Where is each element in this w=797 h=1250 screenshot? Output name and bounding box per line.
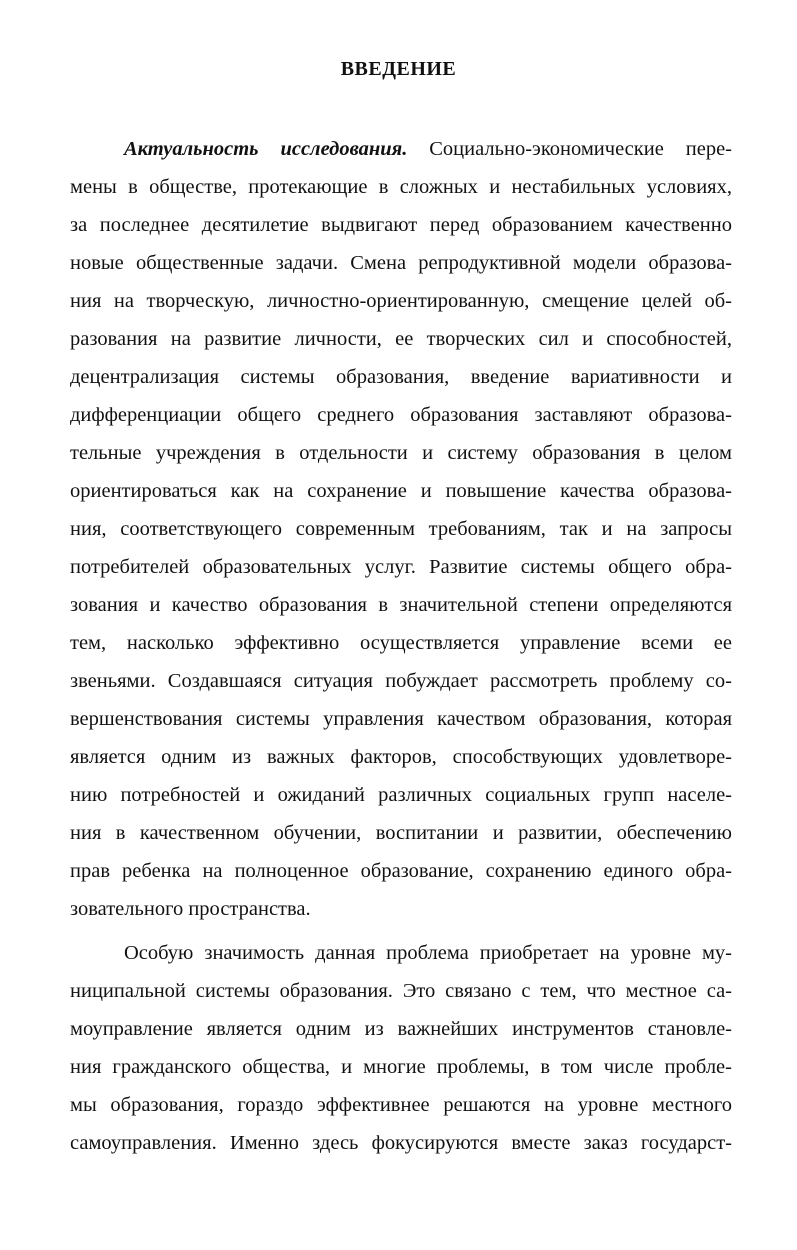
paragraph-line: ния гражданского общества, и многие проблемы, в том числе пробле- <box>70 1056 732 1078</box>
paragraph-line: разования на развитие личности, ее творческих сил и способностей, <box>70 328 732 350</box>
paragraph-line: ориентироваться как на сохранение и повышение качества образова- <box>70 480 732 502</box>
paragraph-line: тельные учреждения в отдельности и систему образования в целом <box>70 442 732 464</box>
paragraph-line: ниципальной системы образования. Это связано с тем, что местное са- <box>70 980 732 1002</box>
paragraph-line: вершенствования системы управления качеством образования, которая <box>70 708 732 730</box>
paragraph-line: является одним из важных факторов, способствующих удовлетворе- <box>70 746 732 768</box>
paragraph-line: зования и качество образования в значительной степени определяются <box>70 594 732 616</box>
paragraph-line: зовательного пространства. <box>70 898 311 920</box>
paragraph-line: моуправление является одним из важнейших инструментов становле- <box>70 1018 732 1040</box>
paragraph-line-text: Социально-экономические пере- <box>429 138 732 160</box>
paragraph-line <box>124 136 732 162</box>
paragraph-line: тем, насколько эффективно осуществляется управление всеми ее <box>70 632 732 654</box>
paragraph-line: мы образования, гораздо эффективнее решаются на уровне местного <box>70 1094 732 1116</box>
paragraph-line: дифференциации общего среднего образования заставляют образова- <box>70 404 732 426</box>
paragraph-line: самоуправления. Именно здесь фокусируются вместе заказ государст- <box>70 1132 732 1154</box>
paragraph-line: ния в качественном обучении, воспитании и развитии, обеспечению <box>70 822 732 844</box>
page-title: ВВЕДЕНИЕ <box>340 58 457 80</box>
paragraph-line: за последнее десятилетие выдвигают перед образованием качественно <box>70 214 732 236</box>
paragraph-line: мены в обществе, протекающие в сложных и нестабильных условиях, <box>70 176 732 198</box>
paragraph-line: ния на творческую, личностно-ориентированную, смещение целей об- <box>70 290 732 312</box>
paragraph-line: нию потребностей и ожиданий различных социальных групп населе- <box>70 784 732 806</box>
paragraph-line: потребителей образовательных услуг. Развитие системы общего обра- <box>70 556 732 578</box>
paragraph-lead: Актуальность исследования. <box>124 138 408 160</box>
paragraph-line: прав ребенка на полноценное образование, сохранению единого обра- <box>70 860 732 882</box>
paragraph-line: новые общественные задачи. Смена репродуктивной модели образова- <box>70 252 732 274</box>
paragraph-line: децентрализация системы образования, введение вариативности и <box>70 366 732 388</box>
paragraph-line: ния, соответствующего современным требованиям, так и на запросы <box>70 518 732 540</box>
paragraph-line: звеньями. Создавшаяся ситуация побуждает рассмотреть проблему со- <box>70 670 732 692</box>
paragraph-line: Особую значимость данная проблема приобретает на уровне му- <box>124 942 732 964</box>
